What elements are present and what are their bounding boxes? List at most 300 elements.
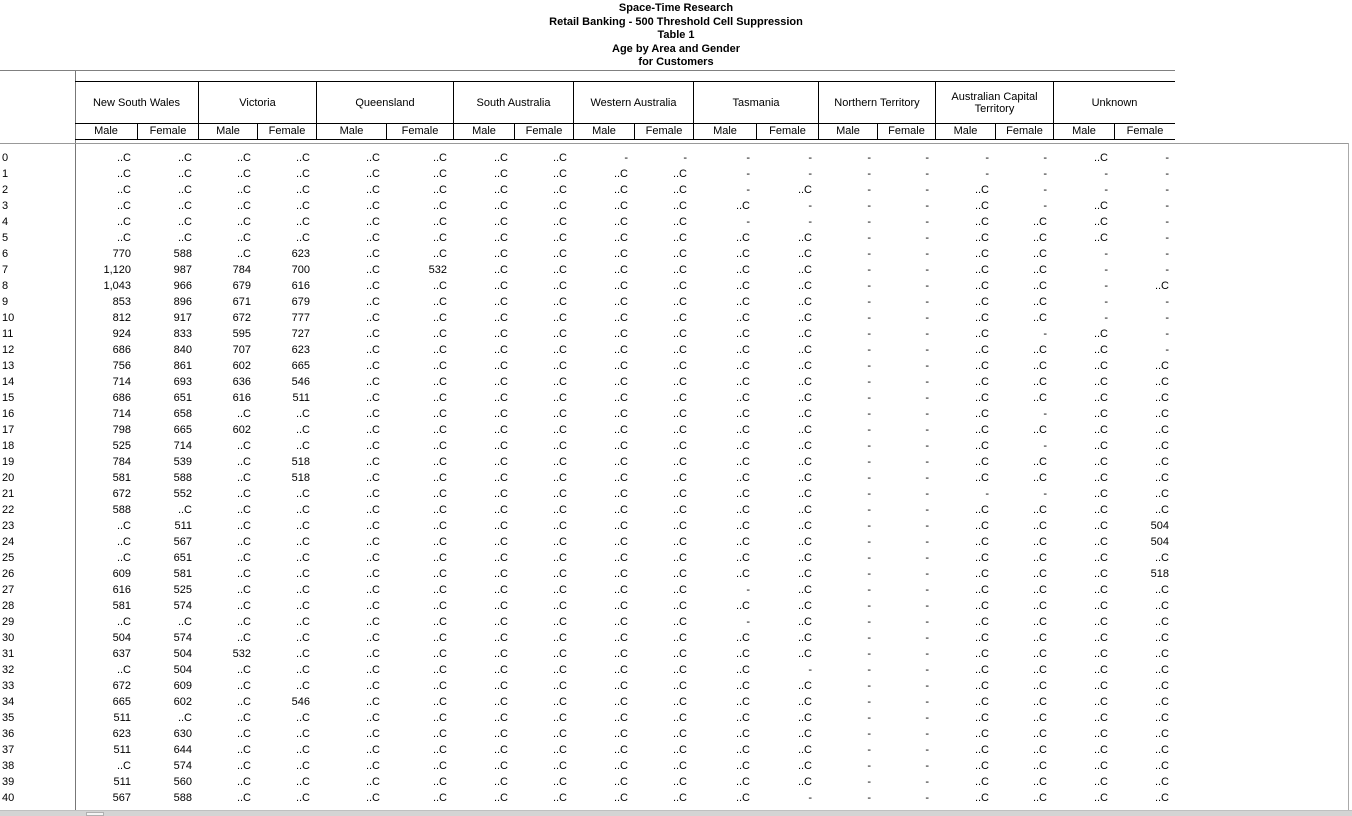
gender-header-queensland-male[interactable]: Male: [316, 124, 386, 139]
cell: ..C: [735, 728, 750, 740]
cell: ..C: [493, 536, 508, 548]
cell: ..C: [295, 232, 310, 244]
cell: 539: [173, 456, 192, 468]
cell: 574: [173, 760, 192, 772]
cell: ..C: [672, 552, 687, 564]
table-title: Age by Area and Gender: [612, 42, 740, 55]
cell: ..C: [797, 520, 812, 532]
gender-header-victoria-female[interactable]: Female: [257, 124, 316, 139]
gender-header-new-south-wales-male[interactable]: Male: [94, 125, 118, 137]
cell: ..C: [295, 760, 310, 772]
cell: ..C: [797, 280, 812, 292]
cell: ..C: [1032, 376, 1047, 388]
cell: ..C: [432, 680, 447, 692]
gender-header-northern-territory-male[interactable]: Male: [818, 124, 877, 139]
cell: ..C: [672, 680, 687, 692]
table-number: Table 1: [657, 29, 695, 41]
area-header-tasmania[interactable]: Tasmania: [693, 82, 818, 123]
row-label: 12: [2, 344, 15, 356]
cell: ..C: [432, 328, 447, 340]
cell: ..C: [432, 488, 447, 500]
cell: 504: [1150, 520, 1169, 532]
cell: -: [867, 232, 871, 244]
cell: ..C: [613, 376, 628, 388]
cell: ..C: [1093, 632, 1108, 644]
area-header-queensland[interactable]: Queensland: [316, 82, 453, 123]
cell: ..C: [672, 456, 687, 468]
cell: ..C: [432, 248, 447, 260]
cell: ..C: [672, 536, 687, 548]
row-label: 39: [2, 776, 15, 788]
row-label: 29: [2, 616, 15, 628]
cell: ..C: [1154, 456, 1169, 468]
cell: -: [1165, 216, 1169, 228]
table-row: [0, 198, 1175, 214]
cell: ..C: [797, 408, 812, 420]
cell: ..C: [735, 600, 750, 612]
cell: ..C: [493, 328, 508, 340]
cell: -: [867, 408, 871, 420]
cell: -: [925, 632, 929, 644]
table-row: [0, 262, 1175, 278]
cell: ..C: [735, 776, 750, 788]
cell: ..C: [613, 600, 628, 612]
cell: ..C: [552, 776, 567, 788]
table-row: [0, 310, 1175, 326]
cell: ..C: [613, 280, 628, 292]
area-header-south-australia[interactable]: South Australia: [453, 82, 573, 123]
table-row: [0, 278, 1175, 294]
cell: ..C: [974, 200, 989, 212]
cell: ..C: [236, 696, 251, 708]
cell: ..C: [295, 744, 310, 756]
cell: ..C: [672, 728, 687, 740]
cell: ..C: [672, 344, 687, 356]
cell: ..C: [552, 568, 567, 580]
cell: -: [1165, 200, 1169, 212]
cell: ..C: [365, 312, 380, 324]
cell: -: [925, 536, 929, 548]
cell: -: [925, 584, 929, 596]
cell: ..C: [1154, 632, 1169, 644]
cell: -: [867, 712, 871, 724]
cell: ..C: [672, 392, 687, 404]
table-row: [0, 694, 1175, 710]
horizontal-scrollbar[interactable]: [0, 810, 1352, 816]
gender-header-victoria-male[interactable]: Male: [198, 124, 257, 139]
cell: -: [1165, 328, 1169, 340]
cell: ..C: [432, 712, 447, 724]
cell: ..C: [797, 632, 812, 644]
cell: -: [867, 440, 871, 452]
gender-header-australian-capital-territory-male[interactable]: Male: [935, 124, 995, 139]
cell: ..C: [236, 536, 251, 548]
table-row: [0, 550, 1175, 566]
cell: -: [867, 568, 871, 580]
cell: ..C: [493, 264, 508, 276]
cell: 672: [112, 488, 131, 500]
cell: ..C: [552, 760, 567, 772]
cell: ..C: [236, 520, 251, 532]
cell: -: [925, 280, 929, 292]
table-row: [0, 566, 1175, 582]
cell: ..C: [1154, 472, 1169, 484]
cell: ..C: [735, 488, 750, 500]
cell: -: [925, 520, 929, 532]
cell: ..C: [1154, 488, 1169, 500]
cell: 700: [291, 264, 310, 276]
cell: 798: [112, 424, 131, 436]
cell: ..C: [613, 424, 628, 436]
row-label: 7: [2, 264, 9, 276]
cell: ..C: [1154, 744, 1169, 756]
cell: ..C: [974, 424, 989, 436]
cell: -: [925, 648, 929, 660]
cell: ..C: [735, 568, 750, 580]
gender-header-western-australia-female[interactable]: Female: [634, 124, 693, 139]
cell: -: [867, 472, 871, 484]
cell: 665: [291, 360, 310, 372]
cell: -: [867, 648, 871, 660]
cell: ..C: [365, 744, 380, 756]
cell: ..C: [672, 184, 687, 196]
cell: ..C: [613, 616, 628, 628]
row-label: 1: [2, 168, 9, 180]
cell: ..C: [735, 744, 750, 756]
cell: 812: [112, 312, 131, 324]
area-header-new-south-wales[interactable]: New South Wales: [92, 96, 181, 109]
cell: ..C: [552, 296, 567, 308]
cell: -: [925, 216, 929, 228]
cell: -: [867, 312, 871, 324]
cell: -: [1165, 232, 1169, 244]
cell: 518: [291, 456, 310, 468]
row-label: 9: [2, 296, 9, 308]
cell: 665: [112, 696, 131, 708]
gender-header-australian-capital-territory-female[interactable]: Female: [995, 124, 1053, 139]
area-header-unknown[interactable]: Unknown: [1053, 82, 1175, 123]
cell: ..C: [295, 584, 310, 596]
cell: ..C: [1093, 216, 1108, 228]
cell: ..C: [1093, 536, 1108, 548]
cell: ..C: [365, 280, 380, 292]
cell: ..C: [177, 168, 192, 180]
cell: ..C: [735, 712, 750, 724]
cell: ..C: [613, 712, 628, 724]
cell: ..C: [552, 488, 567, 500]
cell: ..C: [1032, 632, 1047, 644]
cell: -: [925, 568, 929, 580]
cell: ..C: [552, 664, 567, 676]
cell: -: [867, 552, 871, 564]
cell: ..C: [295, 792, 310, 804]
cell: ..C: [552, 216, 567, 228]
cell: ..C: [735, 392, 750, 404]
cell: ..C: [1154, 440, 1169, 452]
gender-header-south-australia-female[interactable]: Female: [514, 124, 573, 139]
row-label: 36: [2, 728, 15, 740]
cell: -: [925, 264, 929, 276]
cell: -: [1104, 248, 1108, 260]
cell: ..C: [1154, 376, 1169, 388]
cell: ..C: [1154, 392, 1169, 404]
table-row: [0, 358, 1175, 374]
row-label: 21: [2, 488, 15, 500]
cell: ..C: [295, 616, 310, 628]
cell: ..C: [116, 232, 131, 244]
cell: ..C: [236, 680, 251, 692]
gender-header-south-australia-male[interactable]: Male: [453, 124, 514, 139]
report-title-block: [0, 2, 1352, 70]
cell: 686: [112, 392, 131, 404]
cell: -: [867, 680, 871, 692]
cell: ..C: [236, 728, 251, 740]
gender-header-new-south-wales-female[interactable]: Female: [137, 124, 198, 139]
cell: ..C: [1093, 728, 1108, 740]
cell: ..C: [295, 600, 310, 612]
cell: ..C: [177, 184, 192, 196]
cell: ..C: [672, 472, 687, 484]
cell: ..C: [432, 312, 447, 324]
cell: -: [925, 328, 929, 340]
cell: ..C: [672, 408, 687, 420]
table-row: [0, 630, 1175, 646]
cell: ..C: [672, 232, 687, 244]
cell: ..C: [236, 760, 251, 772]
cell: 552: [173, 488, 192, 500]
cell: ..C: [365, 456, 380, 468]
cell: 840: [173, 344, 192, 356]
cell: ..C: [613, 728, 628, 740]
cell: ..C: [1032, 248, 1047, 260]
cell: ..C: [432, 440, 447, 452]
cell: ..C: [735, 472, 750, 484]
table-row: [0, 486, 1175, 502]
cell: ..C: [735, 536, 750, 548]
column-headers: [75, 81, 1175, 140]
cell: ..C: [672, 296, 687, 308]
cell: ..C: [672, 696, 687, 708]
cell: 658: [173, 408, 192, 420]
gender-header-unknown-male[interactable]: Male: [1053, 124, 1114, 139]
cell: ..C: [1093, 744, 1108, 756]
cell: ..C: [432, 216, 447, 228]
gender-header-tasmania-female[interactable]: Female: [756, 124, 818, 139]
cell: ..C: [672, 488, 687, 500]
row-label: 20: [2, 472, 15, 484]
table-row: [0, 214, 1175, 230]
cell: ..C: [1032, 568, 1047, 580]
cell: -: [925, 728, 929, 740]
cell: 588: [112, 504, 131, 516]
cell: ..C: [672, 616, 687, 628]
row-label: 5: [2, 232, 9, 244]
cell: -: [867, 216, 871, 228]
right-border: [1348, 143, 1349, 816]
cell: ..C: [735, 248, 750, 260]
cell: -: [985, 168, 989, 180]
cell: ..C: [1032, 360, 1047, 372]
cell: ..C: [672, 328, 687, 340]
row-label: 34: [2, 696, 15, 708]
cell: 504: [1150, 536, 1169, 548]
table-row: [0, 150, 1175, 166]
cell: 756: [112, 360, 131, 372]
cell: ..C: [432, 552, 447, 564]
cell: ..C: [1154, 552, 1169, 564]
cell: -: [925, 392, 929, 404]
cell: -: [624, 152, 628, 164]
cell: ..C: [672, 600, 687, 612]
cell: ..C: [295, 648, 310, 660]
area-header-victoria[interactable]: Victoria: [198, 82, 316, 123]
cell: ..C: [735, 376, 750, 388]
cell: -: [925, 488, 929, 500]
cell: ..C: [1032, 616, 1047, 628]
cell: ..C: [432, 296, 447, 308]
cell: ..C: [735, 552, 750, 564]
cell: 966: [173, 280, 192, 292]
cell: ..C: [1093, 552, 1108, 564]
cell: ..C: [1154, 648, 1169, 660]
cell: ..C: [236, 664, 251, 676]
cell: ..C: [797, 312, 812, 324]
cell: ..C: [1093, 424, 1108, 436]
cell: -: [1165, 168, 1169, 180]
cell: ..C: [236, 584, 251, 596]
cell: ..C: [613, 664, 628, 676]
area-header-western-australia[interactable]: Western Australia: [573, 82, 693, 123]
area-header-row: [75, 81, 1175, 124]
gender-header-northern-territory-female[interactable]: Female: [877, 124, 935, 139]
cell: ..C: [365, 424, 380, 436]
cell: ..C: [236, 600, 251, 612]
cell: ..C: [432, 536, 447, 548]
cell: ..C: [432, 696, 447, 708]
table-row: [0, 422, 1175, 438]
cell: ..C: [613, 776, 628, 788]
cell: ..C: [672, 776, 687, 788]
cell: ..C: [295, 712, 310, 724]
cell: 525: [112, 440, 131, 452]
cell: ..C: [493, 472, 508, 484]
cell: ..C: [613, 584, 628, 596]
cell: ..C: [1154, 360, 1169, 372]
row-label: 40: [2, 792, 15, 804]
cell: ..C: [974, 728, 989, 740]
area-header-australian-capital-territory[interactable]: Australian Capital Territory: [935, 82, 1053, 123]
cell: ..C: [432, 376, 447, 388]
gender-header-tasmania-male[interactable]: Male: [693, 124, 756, 139]
gender-header-unknown-female[interactable]: Female: [1114, 124, 1175, 139]
cell: 546: [291, 376, 310, 388]
cell: ..C: [1093, 696, 1108, 708]
cell: ..C: [432, 424, 447, 436]
cell: ..C: [797, 328, 812, 340]
cell: -: [1165, 312, 1169, 324]
cell: ..C: [552, 152, 567, 164]
row-label: 11: [2, 328, 14, 340]
cell: -: [1043, 440, 1047, 452]
cell: ..C: [493, 728, 508, 740]
cell: ..C: [1093, 664, 1108, 676]
cell: -: [867, 664, 871, 676]
cell: ..C: [672, 280, 687, 292]
cell: ..C: [974, 584, 989, 596]
gender-header-western-australia-male[interactable]: Male: [573, 124, 634, 139]
cell: ..C: [493, 344, 508, 356]
cell: ..C: [432, 472, 447, 484]
cell: ..C: [797, 472, 812, 484]
cell: ..C: [432, 600, 447, 612]
cell: ..C: [735, 520, 750, 532]
cell: ..C: [177, 616, 192, 628]
cell: 623: [112, 728, 131, 740]
table-row: [0, 614, 1175, 630]
cell: ..C: [1154, 728, 1169, 740]
cell: ..C: [552, 264, 567, 276]
cell: ..C: [735, 696, 750, 708]
cell: 770: [112, 248, 131, 260]
cell: ..C: [735, 264, 750, 276]
scrollbar-thumb[interactable]: [86, 812, 104, 816]
cell: -: [925, 616, 929, 628]
cell: -: [1043, 200, 1047, 212]
cell: ..C: [974, 184, 989, 196]
cell: ..C: [177, 712, 192, 724]
cell: 504: [112, 632, 131, 644]
cell: ..C: [672, 648, 687, 660]
cell: ..C: [432, 728, 447, 740]
cell: ..C: [1093, 584, 1108, 596]
cell: ..C: [432, 344, 447, 356]
cell: ..C: [295, 520, 310, 532]
table-row: [0, 246, 1175, 262]
cell: -: [1043, 152, 1047, 164]
cell: ..C: [974, 360, 989, 372]
cell: ..C: [365, 776, 380, 788]
cell: ..C: [672, 760, 687, 772]
cell: ..C: [613, 520, 628, 532]
gender-header-queensland-female[interactable]: Female: [386, 124, 453, 139]
cell: ..C: [797, 552, 812, 564]
cell: ..C: [613, 568, 628, 580]
cell: ..C: [1093, 200, 1108, 212]
cell: -: [925, 792, 929, 804]
cell: ..C: [797, 616, 812, 628]
cell: ..C: [236, 200, 251, 212]
area-header-northern-territory[interactable]: Northern Territory: [818, 82, 935, 123]
cell: ..C: [735, 664, 750, 676]
cell: ..C: [1093, 232, 1108, 244]
cell: ..C: [735, 232, 750, 244]
cell: ..C: [493, 312, 508, 324]
cell: 602: [232, 424, 251, 436]
cell: ..C: [797, 776, 812, 788]
cell: ..C: [365, 552, 380, 564]
cell: 532: [428, 264, 447, 276]
cell: ..C: [974, 264, 989, 276]
cell: 588: [173, 472, 192, 484]
cell: -: [925, 408, 929, 420]
cell: ..C: [1093, 408, 1108, 420]
cell: ..C: [1093, 568, 1108, 580]
cell: ..C: [552, 616, 567, 628]
cell: ..C: [432, 408, 447, 420]
cell: ..C: [613, 360, 628, 372]
cell: -: [867, 776, 871, 788]
cell: ..C: [797, 440, 812, 452]
